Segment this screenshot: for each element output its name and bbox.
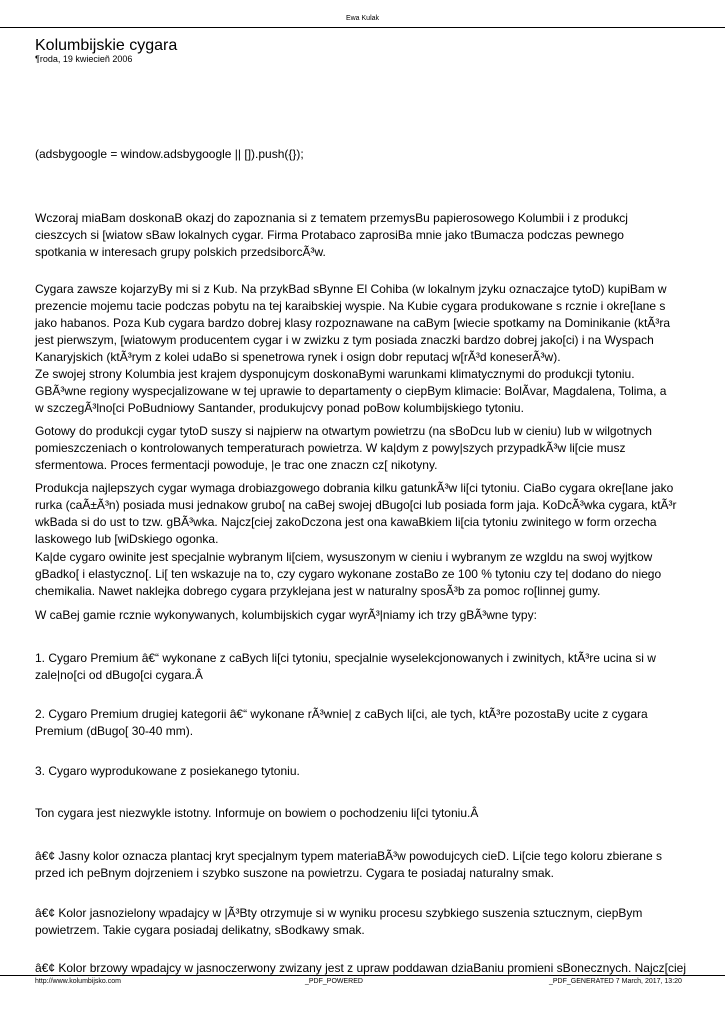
paragraph-line: â€¢ Kolor jasnozielony wpadajcy w |Ã³Bty otrzymuje si w wyniku procesu szybkiego suszenia sztucznym, ciepBym: [35, 906, 643, 920]
article-paragraph: [35, 805, 695, 822]
paragraph-line: â€¢ Jasny kolor oznacza plantacj kryt specjalnym typem materiaBÃ³w powodujcych cieD. Li[cie tego koloru zbierane s: [35, 849, 662, 863]
paragraph-line: 3. Cygaro wyprodukowane z posiekanego tytoniu.: [35, 764, 300, 778]
paragraph-line: chemikalia. Nawet naklejka dobrego cygara przyklejana jest w naturalny sposÃ³b za pomoc ro[linnej gumy.: [35, 584, 601, 598]
article-paragraph: [35, 480, 695, 548]
paragraph-line: Premium (dBugo[ 30-40 mm).: [35, 724, 194, 738]
footer-url-link[interactable]: http://www.kolumbijsko.com: [35, 978, 121, 985]
paragraph-line: rurka (caÃ±Ã³n) posiada musi jednakow grubo[ na caBej swojej dBugo[ci lub posiada form jaja. KoDcÃ³wka cygara, ktÃ³r: [35, 498, 677, 512]
paragraph-line: GBÃ³wne regiony wyspecjalizowane w tej uprawie to departamenty o ciepBym klimacie: BolÃvar, Magdalena, Tolima, a: [35, 384, 667, 398]
paragraph-line: spotkania w interesach grupy polskich przedsiborcÃ³w.: [35, 245, 326, 259]
paragraph-line: Ka|de cygaro owinite jest specjalnie wybranym li[ciem, wysuszonym w cieniu i wybranym ze wzgldu na swoj wyjtkow: [35, 550, 653, 564]
article-date: ¶roda, 19 kwiecieñ 2006: [35, 54, 133, 64]
paragraph-line: zale|no[ci od dBugo[ci cygara.Â: [35, 668, 203, 682]
paragraph-line: Gotowy do produkcji cygar tytoD suszy si najpierw na otwartym powietrzu (na sBoDcu lub w cieniu) lub w wilgotnych: [35, 424, 652, 438]
paragraph-line: â€¢ Kolor brzowy wpadajcy w jasnoczerwony zwizany jest z upraw poddawan dziaBaniu promieni sBonecznych. Najcz[ciej: [35, 961, 686, 975]
paragraph-line: gBadko[ i elastyczno[. Li[ ten wskazuje na to, czy cygaro wykonane zostaBo ze 100 % tytoniu czy te| dodano do niego: [35, 567, 662, 581]
paragraph-line: (adsbygoogle = window.adsbygoogle || []).push({});: [35, 147, 304, 161]
article-title: Kolumbijskie cygara: [35, 37, 178, 54]
paragraph-line: 1. Cygaro Premium â€“ wykonane z caBych li[ci tytoniu, specjalnie wyselekcjonowanych i zwinitych, ktÃ³re ucina si w: [35, 651, 656, 665]
paragraph-line: W caBej gamie rcznie wykonywanych, kolumbijskich cygar wyrÃ³|niamy ich trzy gBÃ³wne typy:: [35, 608, 537, 622]
article-paragraph: [35, 706, 695, 740]
paragraph-line: sfermentowa. Proces fermentacji powoduje, |e trac one znaczn cz[ nikotyny.: [35, 458, 438, 472]
paragraph-line: Cygara zawsze kojarzyBy mi si z Kub. Na przykBad sBynne El Cohiba (w lokalnym jzyku oznaczajce tytoD) kupiBam w: [35, 282, 667, 296]
paragraph-line: Ton cygara jest niezwykle istotny. Informuje on bowiem o pochodzeniu li[ci tytoniu.Â: [35, 806, 479, 820]
article-paragraph: [35, 763, 695, 780]
footer-divider: [0, 975, 725, 976]
article-paragraph: [35, 146, 695, 163]
footer-generated: _PDF_GENERATED 7 March, 2017, 13:20: [549, 978, 682, 985]
article-paragraph: [35, 905, 695, 939]
article-paragraph: [35, 549, 695, 600]
article-paragraph: [35, 423, 695, 474]
paragraph-line: Kanaryjskich (ktÃ³rym z kolei udaBo si spenetrowa rynek i osign dobr reputacj w[rÃ³d koneserÃ³w).: [35, 350, 561, 364]
article-paragraph: [35, 366, 695, 417]
article-paragraph: [35, 848, 695, 882]
paragraph-line: powietrzem. Takie cygara posiadaj delikatny, sBodkawy smak.: [35, 923, 365, 937]
paragraph-line: jest pierwszym, [wiatowym producentem cygar i w zwizku z tym posiada znaczki bardzo dobrej jako[ci) i na Wyspach: [35, 333, 654, 347]
article-paragraph: [35, 281, 695, 366]
article-paragraph: [35, 210, 695, 261]
paragraph-line: 2. Cygaro Premium drugiej kategorii â€“ wykonane rÃ³wnie| z caBych li[ci, ale tych, ktÃ³re pozostaBy ucite z cygara: [35, 707, 648, 721]
header-author: Ewa Kulak: [345, 15, 380, 22]
paragraph-line: Produkcja najlepszych cygar wymaga drobiazgowego dobrania kilku gatunkÃ³w li[ci tytoniu. CiaBo cygara okre[lane jako: [35, 481, 674, 495]
paragraph-line: wkBada si do ust to tzw. gBÃ³wka. Najcz[ciej zakoDczona jest ona kawaBkiem li[cia tytoniu zwinitego w form orzecha: [35, 515, 657, 529]
paragraph-line: laskowego lub [wiDskiego ogonka.: [35, 532, 219, 546]
footer-powered: _PDF_POWERED: [305, 978, 363, 985]
paragraph-line: Ze swojej strony Kolumbia jest krajem dysponujcym doskonaBymi warunkami klimatycznymi do produkcji tytoniu.: [35, 367, 635, 381]
paragraph-line: Wczoraj miaBam doskonaB okazj do zapoznania si z tematem przemysBu papierosowego Kolumbii i z produkcj: [35, 211, 628, 225]
paragraph-line: cieszcych si [wiatow sBaw lokalnych cygar. Firma Protabaco zaprosiBa mnie jako tBumacza podczas pewnego: [35, 228, 624, 242]
paragraph-line: prezencie mojemu tacie podczas pobytu na tej karaibskiej wyspie. Na Kubie cygara produkowane s rcznie i okre[lane s: [35, 299, 666, 313]
paragraph-line: pomieszczeniach o kontrolowanych temperaturach powietrza. W ka|dym z powy|szych przypadkÃ³w li[cie musz: [35, 441, 626, 455]
paragraph-line: w szczegÃ³lno[ci PoBudniowy Santander, produkujcvy ponad poBow kolumbijskiego tytoniu.: [35, 401, 524, 415]
article-paragraph: [35, 650, 695, 684]
paragraph-line: przed ich peBnym dojrzeniem i szybko suszone na powietrzu. Cygara te posiadaj naturalny smak.: [35, 866, 554, 880]
article-paragraph: [35, 607, 695, 624]
header-divider: [0, 27, 725, 28]
paragraph-line: jako habanos. Poza Kub cygara bardzo dobrej klasy rozpoznawane na caBym [wiecie spotkamy na Dominikanie (ktÃ³ra: [35, 316, 670, 330]
